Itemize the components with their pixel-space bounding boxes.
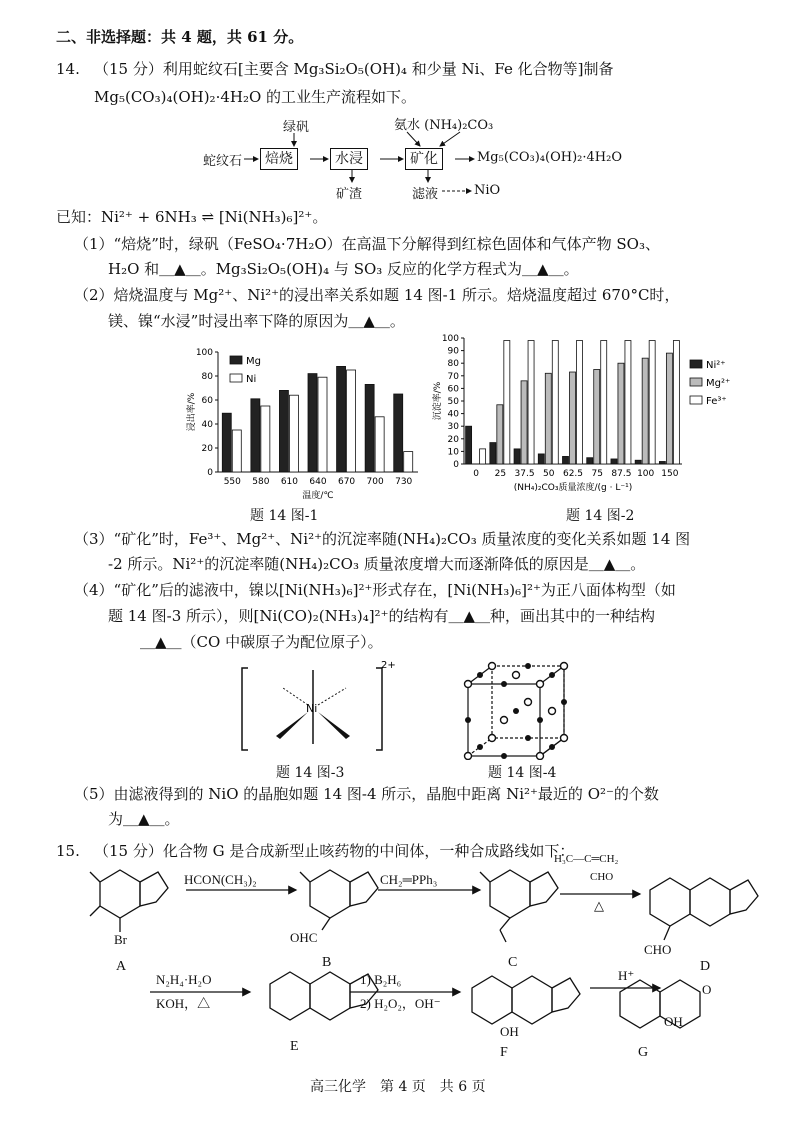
bar-Mg-640: [308, 374, 317, 472]
bar-Mg²⁺-37.5: [521, 381, 527, 464]
q14-intro-line1: （15 分）利用蛇纹石[主要含 Mg₃Si₂O₅(OH)₄ 和少量 Ni、Fe 化合物等]制备: [94, 60, 614, 78]
reagent-3b: CHO: [590, 871, 614, 883]
reagent-5b: 2) H₂O₂，OH⁻: [360, 996, 441, 1011]
fig4-unit-cell: [460, 660, 580, 760]
y-axis-label: 沉淀率/%: [433, 381, 443, 421]
q14-part2-line2: 镁、镍“水浸”时浸出率下降的原因为＿▲＿。: [108, 312, 405, 330]
y-tick-label: 100: [441, 334, 459, 344]
q14-part3-line1: （3）“矿化”时，Fe³⁺、Mg²⁺、Ni²⁺的沉淀率随(NH₄)₂CO₃ 质量浓度的变化关系如题 14 图: [74, 530, 691, 548]
y-tick-label: 90: [447, 346, 459, 357]
bar-Ni²⁺-87.5: [611, 459, 617, 464]
legend-swatch-Mg²⁺: [690, 378, 702, 386]
legend-label-Ni: Ni: [246, 374, 257, 385]
bar-Ni-700: [375, 417, 384, 472]
compound-g: G: [638, 1045, 649, 1060]
y-tick-label: 30: [447, 422, 459, 433]
y-tick-label: 40: [447, 409, 459, 420]
bar-Mg²⁺-150: [666, 353, 672, 464]
fig4-caption: 题 14 图-4: [488, 765, 557, 781]
flow-start: 蛇纹石: [203, 154, 243, 169]
x-tick-label: 610: [280, 477, 299, 487]
q14-part5-line2: 为＿▲＿。: [108, 810, 180, 828]
y-tick-label: 50: [447, 397, 459, 407]
legend-label-Mg²⁺: Mg²⁺: [706, 378, 731, 389]
bar-Ni-580: [261, 406, 270, 472]
flow-step-mineralize: 矿化: [405, 148, 443, 170]
x-tick-label: 100: [637, 469, 655, 479]
q14-part2-line1: （2）焙烧温度与 Mg²⁺、Ni²⁺的浸出率关系如题 14 图-1 所示。焙烧温度超过 670°C时，: [74, 286, 680, 304]
bar-Ni-610: [289, 395, 298, 472]
q14-known: 已知：Ni²⁺ + 6NH₃ ⇌ [Ni(NH₃)₆]²⁺。: [56, 208, 328, 226]
fig3-octahedron: [238, 660, 398, 760]
bar-Ni²⁺-75: [587, 458, 593, 464]
legend-swatch-Mg: [230, 356, 242, 364]
section-header: 二、非选择题：共 4 题，共 61 分。: [56, 28, 304, 46]
q14-part4-line1: （4）“矿化”后的滤液中，镍以[Ni(NH₃)₆]²⁺形式存在，[Ni(NH₃)₆]²⁺为正八面体构型（如: [74, 581, 676, 599]
legend-swatch-Fe³⁺: [690, 396, 702, 404]
compound-a: A: [116, 959, 127, 974]
sub-oh-g: OH: [664, 1014, 683, 1029]
y-tick-label: 10: [447, 447, 459, 458]
chart-leach-rate: [178, 340, 428, 510]
bar-Ni²⁺-50: [538, 454, 544, 464]
bar-Ni-670: [347, 370, 356, 472]
sub-cho: CHO: [644, 942, 672, 957]
x-tick-label: 700: [366, 477, 384, 487]
x-tick-label: 75: [591, 469, 603, 479]
fig3-ni-label: Ni: [306, 702, 318, 715]
y-tick-label: 60: [201, 396, 213, 406]
fig3-charge: 2+: [381, 660, 396, 671]
fig2-caption: 题 14 图-2: [566, 508, 635, 524]
q14-part4-line2: 题 14 图-3 所示），则[Ni(CO)₂(NH₃)₄]²⁺的结构有＿▲＿种，画出其中的一种结构: [108, 607, 656, 625]
legend-label-Mg: Mg: [246, 356, 261, 367]
synthesis-route: [60, 850, 780, 1060]
flow-input-ammonia: 氨水 (NH₄)₂CO₃: [394, 118, 494, 133]
y-tick-label: 40: [201, 420, 213, 430]
x-tick-label: 25: [494, 469, 507, 479]
y-tick-label: 70: [447, 371, 459, 382]
bar-Ni²⁺-0: [466, 426, 472, 464]
bar-Ni²⁺-62.5: [563, 456, 569, 464]
x-tick-label: 730: [395, 477, 413, 487]
bar-Mg²⁺-87.5: [618, 363, 624, 464]
bar-Fe³⁺-0: [480, 449, 486, 464]
legend-label-Fe³⁺: Fe³⁺: [706, 396, 727, 407]
y-tick-label: 60: [447, 384, 459, 395]
reagent-6: H⁺: [618, 968, 635, 983]
y-tick-label: 80: [201, 372, 213, 382]
compound-c: C: [508, 955, 518, 970]
sub-br: Br: [114, 932, 127, 947]
y-tick-label: 20: [201, 444, 213, 454]
bar-Mg-730: [394, 394, 403, 472]
bar-Ni-550: [232, 430, 241, 472]
bar-Fe³⁺-100: [649, 341, 655, 464]
bar-Ni²⁺-25: [490, 443, 496, 464]
reagent-3c: △: [594, 898, 604, 913]
flow-input-lvfan: 绿矾: [283, 120, 310, 135]
q14-part5-line1: （5）由滤液得到的 NiO 的晶胞如题 14 图-4 所示，晶胞中距离 Ni²⁺最近的 O²⁻的个数: [74, 785, 659, 803]
x-axis-label: 温度/℃: [302, 491, 334, 501]
legend-label-Ni²⁺: Ni²⁺: [706, 360, 726, 371]
flow-step-roast: 焙烧: [260, 148, 298, 170]
legend-swatch-Ni²⁺: [690, 360, 702, 368]
bar-Fe³⁺-75: [601, 341, 607, 464]
bar-Fe³⁺-25: [504, 341, 510, 464]
flow-byproduct-nio: NiO: [474, 183, 501, 198]
bar-Mg²⁺-62.5: [570, 372, 576, 464]
reagent-3a: H₃C—C═CH₂: [554, 853, 619, 865]
x-tick-label: 37.5: [514, 469, 535, 479]
flow-arrows: [0, 0, 800, 200]
bar-Mg²⁺-25: [497, 405, 503, 464]
q15-number: 15.: [56, 842, 80, 860]
bar-Mg-580: [251, 399, 260, 472]
compound-f: F: [500, 1045, 508, 1060]
flow-product: Mg₅(CO₃)₄(OH)₂·4H₂O: [477, 150, 622, 165]
bar-Fe³⁺-87.5: [625, 341, 631, 464]
bar-Fe³⁺-150: [673, 341, 679, 464]
x-tick-label: 580: [252, 477, 270, 487]
reagent-5a: 1) B₂H₆: [360, 972, 402, 987]
fig1-caption: 题 14 图-1: [250, 508, 319, 524]
compound-e: E: [290, 1039, 299, 1054]
bar-Ni-640: [318, 377, 327, 472]
x-tick-label: 0: [473, 469, 479, 479]
bar-Mg²⁺-100: [642, 358, 648, 464]
sub-ohc: OHC: [290, 930, 318, 945]
bar-Ni²⁺-100: [635, 460, 641, 464]
x-tick-label: 50: [543, 469, 555, 479]
flow-byproduct-slag: 矿渣: [336, 187, 363, 202]
q15-intro: （15 分）化合物 G 是合成新型止咳药物的中间体，一种合成路线如下：: [94, 842, 575, 860]
bar-Mg²⁺-50: [545, 373, 551, 464]
q14-intro-line2: Mg₅(CO₃)₄(OH)₂·4H₂O 的工业生产流程如下。: [94, 88, 417, 106]
reagent-1: HCON(CH₃)₂: [184, 872, 257, 887]
sub-o-g: O: [702, 982, 712, 997]
sub-oh-f: OH: [500, 1024, 519, 1039]
bar-Mg-670: [337, 366, 346, 472]
x-tick-label: 62.5: [562, 469, 584, 479]
fig3-caption: 题 14 图-3: [276, 765, 345, 781]
bar-Fe³⁺-62.5: [577, 341, 583, 464]
q14-part1-line1: （1）“焙烧”时，绿矾（FeSO₄·7H₂O）在高温下分解得到红棕色固体和气体产物 SO₃、: [74, 235, 660, 253]
reagent-4b: KOH，△: [156, 996, 211, 1011]
y-tick-label: 80: [447, 359, 459, 370]
bar-Fe³⁺-50: [552, 341, 558, 464]
bar-Ni²⁺-37.5: [514, 449, 520, 464]
y-tick-label: 100: [195, 348, 213, 358]
q14-part1-line2: H₂O 和＿▲＿。Mg₃Si₂O₅(OH)₄ 与 SO₃ 反应的化学方程式为＿▲＿。: [108, 260, 579, 278]
q14-part4-line3: ＿▲＿（CO 中碳原子为配位原子）。: [140, 633, 383, 651]
x-tick-label: 550: [223, 477, 241, 487]
q14-part3-line2: -2 所示。Ni²⁺的沉淀率随(NH₄)₂CO₃ 质量浓度增大而逐渐降低的原因是＿▲＿。: [108, 555, 646, 573]
x-tick-label: 87.5: [611, 469, 632, 479]
y-axis-label: 浸出率/%: [187, 392, 197, 432]
reagent-2: CH₂═PPh₃: [380, 872, 438, 887]
y-tick-label: 20: [447, 434, 459, 445]
chart-precipitation-rate: [428, 328, 748, 498]
bar-Fe³⁺-37.5: [528, 341, 534, 464]
bar-Mg-550: [222, 413, 231, 472]
x-tick-label: 150: [661, 469, 679, 479]
bar-Mg-700: [365, 384, 374, 472]
q14-number: 14.: [56, 60, 80, 78]
compound-b: B: [322, 955, 332, 970]
y-tick-label: 0: [453, 460, 459, 470]
x-axis-label: (NH₄)₂CO₃质量浓度/(g · L⁻¹): [513, 483, 633, 493]
x-tick-label: 640: [309, 477, 327, 487]
flow-byproduct-filtrate: 滤液: [412, 187, 439, 202]
bar-Mg-610: [279, 390, 288, 472]
reagent-4a: N₂H₄·H₂O: [156, 972, 212, 987]
legend-swatch-Ni: [230, 374, 242, 382]
bar-Mg²⁺-75: [594, 370, 600, 465]
bar-Ni²⁺-150: [659, 461, 665, 464]
flow-step-leach: 水浸: [330, 148, 368, 170]
y-tick-label: 0: [207, 468, 213, 478]
x-tick-label: 670: [337, 477, 356, 487]
compound-d: D: [700, 959, 711, 974]
page-footer: 高三化学 第 4 页 共 6 页: [310, 1079, 486, 1095]
bar-Ni-730: [404, 452, 413, 472]
